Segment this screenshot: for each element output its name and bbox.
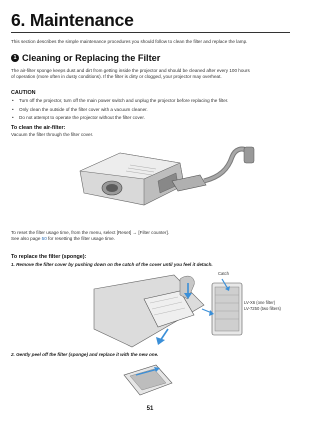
caution-item: • Do not attempt to operate the projector without the filter cover. [11,115,293,121]
title-rule [11,32,290,33]
reset-text-line-2: See also page 50 for resetting the filter usage time. [11,236,115,241]
clean-heading: To clean the air-filter: [11,125,66,131]
reset-text-line-1: To reset the filter usage time, from the menu, select [Reset] → [Filter counter]. [11,230,170,235]
page-title: 6. Maintenance [11,10,134,30]
catch-label: Catch [218,271,229,276]
clean-text: Vacuum the filter through the filter cover. [11,132,94,137]
section-number-badge: 1 [11,54,19,62]
replace-heading: To replace the filter (sponge): [11,254,87,260]
model-label-lvx6: LV-X6 (one filter) [244,300,276,305]
step-2-text: 2. Gently peel off the filter (sponge) and replace it with the new one. [11,352,159,357]
caution-list [11,98,293,124]
caution-item: • Turn off the projector, turn off the main power switch and unplug the projector before replacing the filter. [11,98,293,104]
model-label-lv7250: LV-7250 (two filters) [244,306,281,311]
intro-text: This section describes the simple maintenance procedures you should follow to clean the filter and replace the lamp. [11,39,248,44]
projector-vacuum-illustration [60,141,260,225]
section-body-line-1: The air-filter sponge keeps dust and dirt from getting inside the projector and should be cleaned after every 100 hours [11,68,250,73]
section-body-line-2: of operation (more often in dusty conditions). If the filter is dirty or clogged, your projector may overheat. [11,74,222,79]
page-50-link[interactable]: 50 [41,236,47,241]
step-1-text: 1. Remove the filter cover by pushing down on the catch of the cover until you feel it detach. [11,262,213,267]
caution-title: CAUTION [11,90,36,96]
page-title-bar [11,10,290,34]
section-title: Cleaning or Replacing the Filter [22,53,161,63]
filter-sponge-illustration [118,359,178,401]
section-heading [11,52,160,64]
page-number: 51 [146,406,154,412]
caution-item: • Only clean the outside of the filter cover with a vacuum cleaner. [11,107,293,113]
